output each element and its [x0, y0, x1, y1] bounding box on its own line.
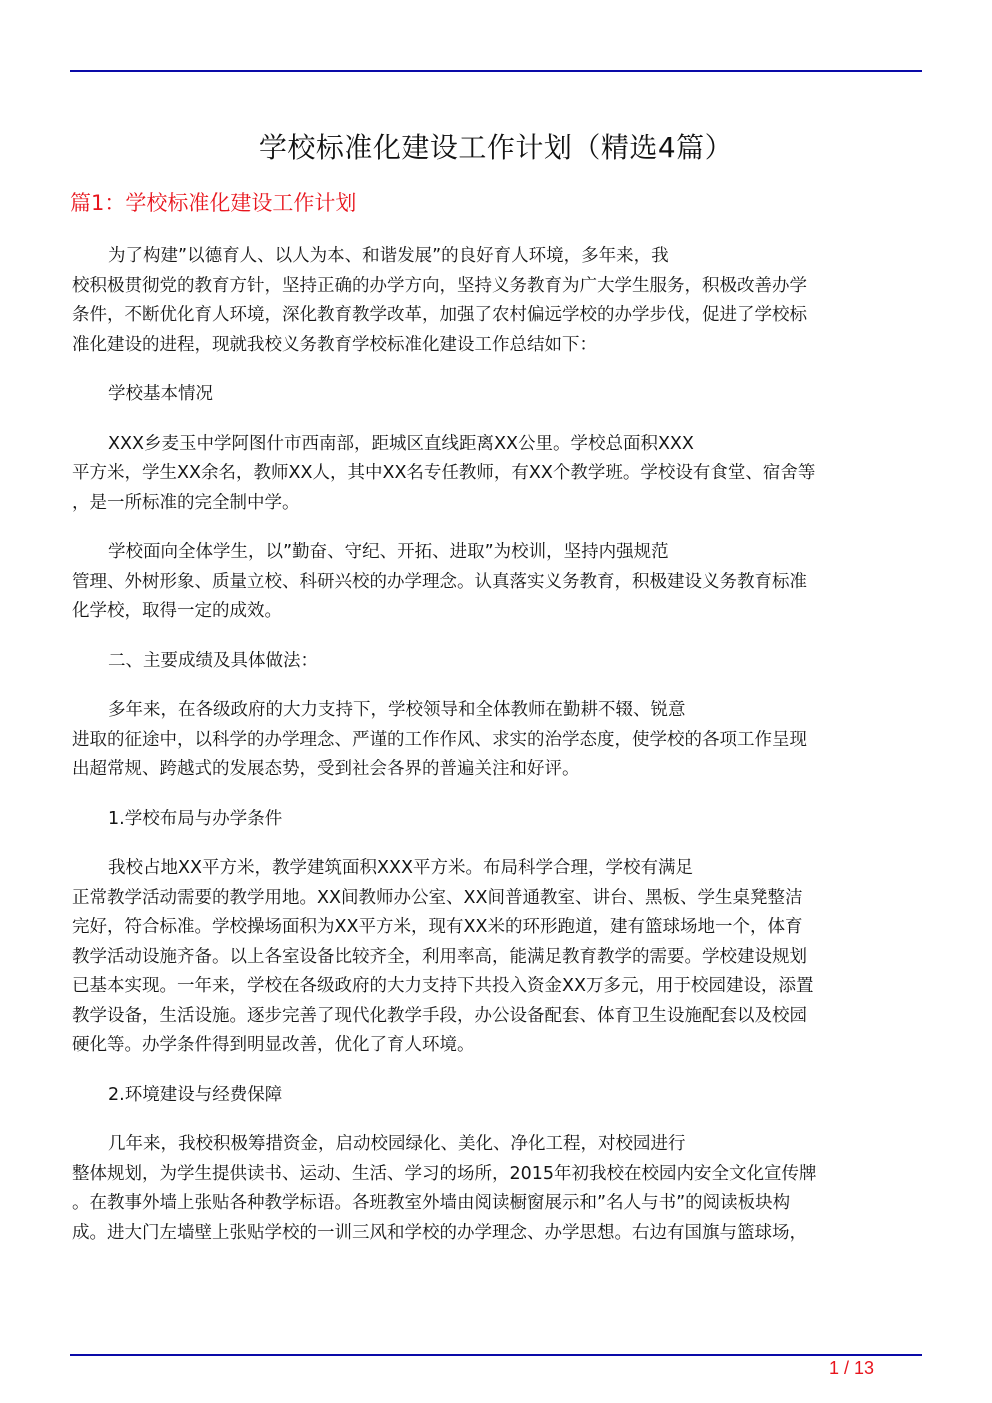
- page-indicator: 1 / 13: [829, 1358, 875, 1378]
- subheading-environment-funding: [72, 1081, 918, 1111]
- paragraph-intro: [72, 242, 918, 360]
- paragraph-layout-conditions: [72, 854, 918, 1061]
- text-line: 1.学校布局与办学条件: [108, 808, 283, 829]
- text-line: 学校面向全体学生，以”勤奋、守纪、开拓、进取”为校训，坚持内强规范: [108, 542, 669, 562]
- text-line: 我校占地XX平方米，教学建筑面积XXX平方米。布局科学合理，学校有满足: [108, 858, 693, 878]
- text-line: 硬化等。办学条件得到明显改善，优化了育人环境。: [72, 1035, 475, 1055]
- text-line: 为了构建”以德育人、以人为本、和谐发展”的良好育人环境，多年来，我: [108, 246, 669, 266]
- text-line: ，是一所标准的完全制中学。: [72, 492, 300, 513]
- text-line: 出超常规、跨越式的发展态势，受到社会各界的普遍关注和好评。: [72, 759, 580, 779]
- text-line: 教学活动设施齐备。以上各室设备比较齐全，利用率高，能满足教育教学的需要。学校建设规划: [72, 946, 807, 967]
- text-line: 整体规划，为学生提供读书、运动、生活、学习的场所，2015年初我校在校园内安全文化宣传牌: [72, 1163, 817, 1184]
- subheading-layout-conditions: [72, 805, 918, 835]
- subheading-basic-info: [72, 380, 918, 410]
- text-line: 二、主要成绩及具体做法：: [108, 650, 318, 671]
- text-line: 已基本实现。一年来，学校在各级政府的大力支持下共投入资金XX万多元，用于校园建设，添置: [72, 976, 814, 996]
- text-line: 化学校，取得一定的成效。: [72, 601, 282, 621]
- paragraph-environment-funding: [72, 1130, 918, 1248]
- text-line: 进取的征途中，以科学的办学理念、严谨的工作作风、求实的治学态度，使学校的各项工作呈现: [72, 729, 807, 750]
- document-body: [72, 242, 918, 1268]
- section-heading: 篇1：学校标准化建设工作计划: [70, 191, 357, 215]
- text-line: 正常教学活动需要的教学用地。XX间教师办公室、XX间普通教室、讲台、黑板、学生桌凳整洁: [72, 887, 803, 908]
- text-line: 多年来，在各级政府的大力支持下，学校领导和全体教师在勤耕不辍、锐意: [108, 700, 686, 720]
- text-line: 成。进大门左墙壁上张贴学校的一训三风和学校的办学理念、办学思想。右边有国旗与篮球场，: [72, 1222, 807, 1243]
- footer-rule: [70, 1354, 922, 1356]
- text-line: 。在教事外墙上张贴各种教学标语。各班教室外墙由阅读橱窗展示和”名人与书”的阅读板块构: [72, 1193, 791, 1213]
- subheading-achievements: [72, 647, 918, 677]
- text-line: XXX乡麦玉中学阿图什市西南部，距城区直线距离XX公里。学校总面积XXX: [108, 433, 694, 454]
- text-line: 学校基本情况: [108, 384, 213, 404]
- text-line: 准化建设的进程，现就我校义务教育学校标准化建设工作总结如下：: [72, 334, 597, 355]
- text-line: 管理、外树形象、质量立校、科研兴校的办学理念。认真落实义务教育，积极建设义务教育标准: [72, 571, 807, 592]
- paragraph-achievements: [72, 696, 918, 785]
- document-title: 学校标准化建设工作计划（精选4篇）: [258, 131, 734, 164]
- text-line: 条件，不断优化育人环境，深化教育教学改革，加强了农村偏远学校的办学步伐，促进了学校标: [72, 305, 807, 325]
- text-line: 教学设备，生活设施。逐步完善了现代化教学手段，办公设备配套、体育卫生设施配套以及校园: [72, 1005, 807, 1026]
- text-line: 平方米，学生XX余名，教师XX人，其中XX名专任教师，有XX个教学班。学校设有食堂、宿舍等: [72, 463, 816, 483]
- text-line: 完好，符合标准。学校操场面积为XX平方米，现有XX米的环形跑道，建有篮球场地一个，体育: [72, 917, 803, 937]
- text-line: 校积极贯彻党的教育方针，坚持正确的办学方向，坚持义务教育为广大学生服务，积极改善办学: [72, 275, 807, 296]
- text-line: 几年来，我校积极筹措资金，启动校园绿化、美化、净化工程，对校园进行: [108, 1134, 686, 1154]
- text-line: 2.环境建设与经费保障: [108, 1084, 283, 1105]
- paragraph-school-profile: [72, 430, 918, 519]
- paragraph-school-motto: [72, 538, 918, 627]
- header-rule: [70, 70, 922, 72]
